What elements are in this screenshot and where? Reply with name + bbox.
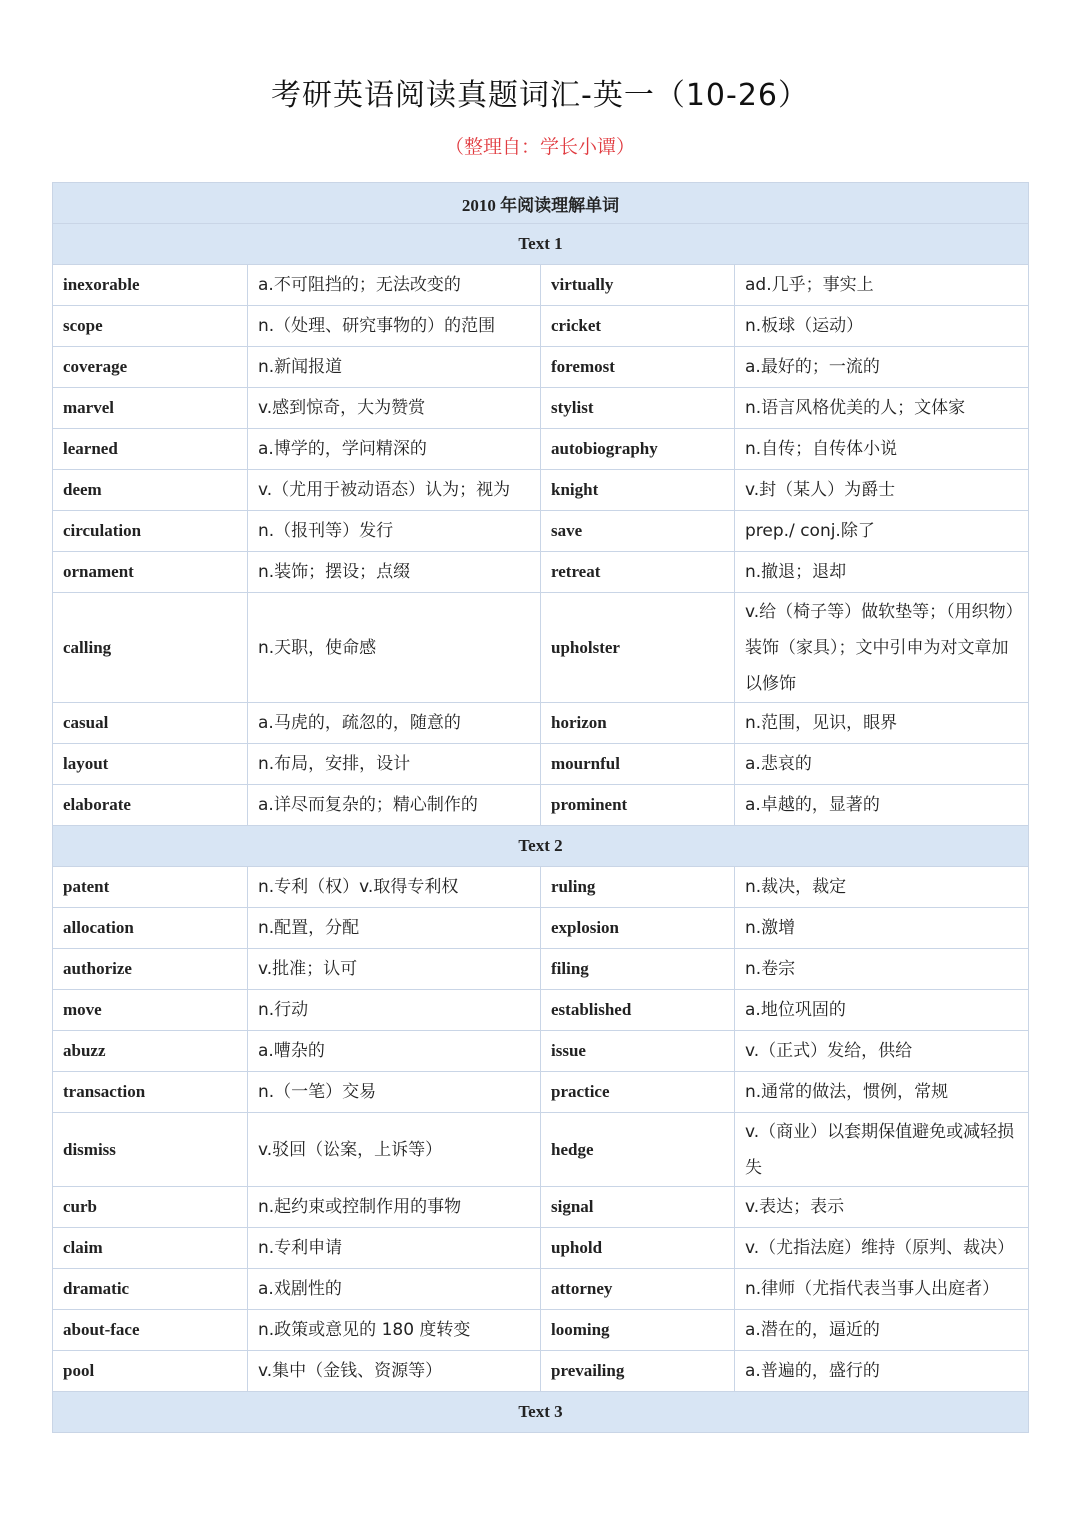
- definition-left: n.（报刊等）发行: [248, 511, 541, 552]
- vocabulary-table: [52, 182, 1029, 1433]
- definition-left: a.不可阻挡的；无法改变的: [248, 265, 541, 306]
- definition-right: n.激增: [735, 908, 1029, 949]
- word-left: calling: [53, 593, 248, 703]
- word-right: issue: [541, 1031, 735, 1072]
- definition-right: a.地位巩固的: [735, 990, 1029, 1031]
- word-left: claim: [53, 1228, 248, 1269]
- definition-right: a.卓越的，显著的: [735, 785, 1029, 826]
- definition-left: v.批准；认可: [248, 949, 541, 990]
- word-right: attorney: [541, 1269, 735, 1310]
- definition-left: n.行动: [248, 990, 541, 1031]
- word-right: ruling: [541, 867, 735, 908]
- table-row: [53, 1269, 1029, 1310]
- section-header-row: [53, 224, 1029, 265]
- word-right: established: [541, 990, 735, 1031]
- definition-left: v.感到惊奇，大为赞赏: [248, 388, 541, 429]
- section-header-row: [53, 1392, 1029, 1433]
- definition-left: a.马虎的，疏忽的，随意的: [248, 703, 541, 744]
- word-left: inexorable: [53, 265, 248, 306]
- definition-right: v.表达；表示: [735, 1187, 1029, 1228]
- table-row: [53, 347, 1029, 388]
- section-label: Text 1: [53, 224, 1029, 265]
- table-row: [53, 265, 1029, 306]
- definition-left: v.驳回（讼案，上诉等）: [248, 1113, 541, 1187]
- word-right: foremost: [541, 347, 735, 388]
- word-right: upholster: [541, 593, 735, 703]
- table-row: [53, 1351, 1029, 1392]
- word-right: prominent: [541, 785, 735, 826]
- word-right: looming: [541, 1310, 735, 1351]
- definition-right: a.潜在的，逼近的: [735, 1310, 1029, 1351]
- word-right: horizon: [541, 703, 735, 744]
- definition-right: n.裁决，裁定: [735, 867, 1029, 908]
- word-right: signal: [541, 1187, 735, 1228]
- definition-right: v.（商业）以套期保值避免或减轻损失: [735, 1113, 1029, 1187]
- definition-right: a.普遍的，盛行的: [735, 1351, 1029, 1392]
- page-title: 考研英语阅读真题词汇-英一（10-26）: [271, 78, 809, 113]
- table-row: [53, 1113, 1029, 1187]
- definition-right: n.语言风格优美的人；文体家: [735, 388, 1029, 429]
- table-row: [53, 908, 1029, 949]
- table-row: [53, 744, 1029, 785]
- word-right: uphold: [541, 1228, 735, 1269]
- table-row: [53, 990, 1029, 1031]
- word-left: marvel: [53, 388, 248, 429]
- section-label: Text 3: [53, 1392, 1029, 1433]
- definition-left: n.天职，使命感: [248, 593, 541, 703]
- definition-left: v.（尤用于被动语态）认为；视为: [248, 470, 541, 511]
- page-subtitle: （整理自：学长小谭）: [444, 136, 635, 158]
- word-left: dismiss: [53, 1113, 248, 1187]
- word-right: virtually: [541, 265, 735, 306]
- table-row: [53, 552, 1029, 593]
- definition-right: v.给（椅子等）做软垫等；（用织物）装饰（家具）；文中引申为对文章加以修饰: [735, 593, 1029, 703]
- table-row: [53, 867, 1029, 908]
- word-left: coverage: [53, 347, 248, 388]
- word-left: circulation: [53, 511, 248, 552]
- definition-right: v.（尤指法庭）维持（原判、裁决）: [735, 1228, 1029, 1269]
- definition-left: a.详尽而复杂的；精心制作的: [248, 785, 541, 826]
- table-row: [53, 388, 1029, 429]
- word-right: explosion: [541, 908, 735, 949]
- word-left: pool: [53, 1351, 248, 1392]
- word-left: patent: [53, 867, 248, 908]
- word-left: about-face: [53, 1310, 248, 1351]
- definition-left: n.（处理、研究事物的）的范围: [248, 306, 541, 347]
- section-label: Text 2: [53, 826, 1029, 867]
- definition-left: n.起约束或控制作用的事物: [248, 1187, 541, 1228]
- word-right: prevailing: [541, 1351, 735, 1392]
- word-right: mournful: [541, 744, 735, 785]
- definition-right: n.板球（运动）: [735, 306, 1029, 347]
- definition-left: n.专利（权）v.取得专利权: [248, 867, 541, 908]
- table-row: [53, 306, 1029, 347]
- definition-left: v.集中（金钱、资源等）: [248, 1351, 541, 1392]
- table-row: [53, 429, 1029, 470]
- definition-left: n.装饰；摆设；点缀: [248, 552, 541, 593]
- table-row: [53, 511, 1029, 552]
- definition-right: a.悲哀的: [735, 744, 1029, 785]
- definition-left: a.嘈杂的: [248, 1031, 541, 1072]
- word-left: ornament: [53, 552, 248, 593]
- word-left: curb: [53, 1187, 248, 1228]
- definition-right: a.最好的；一流的: [735, 347, 1029, 388]
- definition-right: n.范围，见识，眼界: [735, 703, 1029, 744]
- definition-left: n.布局，安排，设计: [248, 744, 541, 785]
- definition-left: n.专利申请: [248, 1228, 541, 1269]
- table-row: [53, 1187, 1029, 1228]
- definition-right: n.撤退；退却: [735, 552, 1029, 593]
- definition-right: n.自传；自传体小说: [735, 429, 1029, 470]
- section-header-row: [53, 826, 1029, 867]
- word-right: practice: [541, 1072, 735, 1113]
- word-left: dramatic: [53, 1269, 248, 1310]
- word-left: deem: [53, 470, 248, 511]
- definition-right: v.封（某人）为爵士: [735, 470, 1029, 511]
- table-row: [53, 593, 1029, 703]
- definition-left: n.新闻报道: [248, 347, 541, 388]
- table-row: [53, 1310, 1029, 1351]
- table-row: [53, 703, 1029, 744]
- word-left: move: [53, 990, 248, 1031]
- table-row: [53, 1072, 1029, 1113]
- table-row: [53, 1228, 1029, 1269]
- definition-right: n.律师（尤指代表当事人出庭者）: [735, 1269, 1029, 1310]
- table-row: [53, 949, 1029, 990]
- word-right: retreat: [541, 552, 735, 593]
- word-left: elaborate: [53, 785, 248, 826]
- word-left: scope: [53, 306, 248, 347]
- word-left: layout: [53, 744, 248, 785]
- word-left: authorize: [53, 949, 248, 990]
- word-right: save: [541, 511, 735, 552]
- word-left: transaction: [53, 1072, 248, 1113]
- definition-left: n.政策或意见的 180 度转变: [248, 1310, 541, 1351]
- word-left: learned: [53, 429, 248, 470]
- table-row: [53, 1031, 1029, 1072]
- table-title-row: [53, 183, 1029, 224]
- word-right: stylist: [541, 388, 735, 429]
- word-right: cricket: [541, 306, 735, 347]
- word-right: hedge: [541, 1113, 735, 1187]
- definition-left: a.博学的，学问精深的: [248, 429, 541, 470]
- word-left: casual: [53, 703, 248, 744]
- word-right: autobiography: [541, 429, 735, 470]
- definition-right: v.（正式）发给，供给: [735, 1031, 1029, 1072]
- table-row: [53, 785, 1029, 826]
- definition-left: n.配置，分配: [248, 908, 541, 949]
- definition-left: n.（一笔）交易: [248, 1072, 541, 1113]
- word-right: filing: [541, 949, 735, 990]
- word-left: allocation: [53, 908, 248, 949]
- word-right: knight: [541, 470, 735, 511]
- definition-left: a.戏剧性的: [248, 1269, 541, 1310]
- table-title: 2010 年阅读理解单词: [53, 183, 1029, 224]
- definition-right: n.卷宗: [735, 949, 1029, 990]
- definition-right: n.通常的做法，惯例，常规: [735, 1072, 1029, 1113]
- word-left: abuzz: [53, 1031, 248, 1072]
- table-row: [53, 470, 1029, 511]
- definition-right: ad.几乎；事实上: [735, 265, 1029, 306]
- definition-right: prep./ conj.除了: [735, 511, 1029, 552]
